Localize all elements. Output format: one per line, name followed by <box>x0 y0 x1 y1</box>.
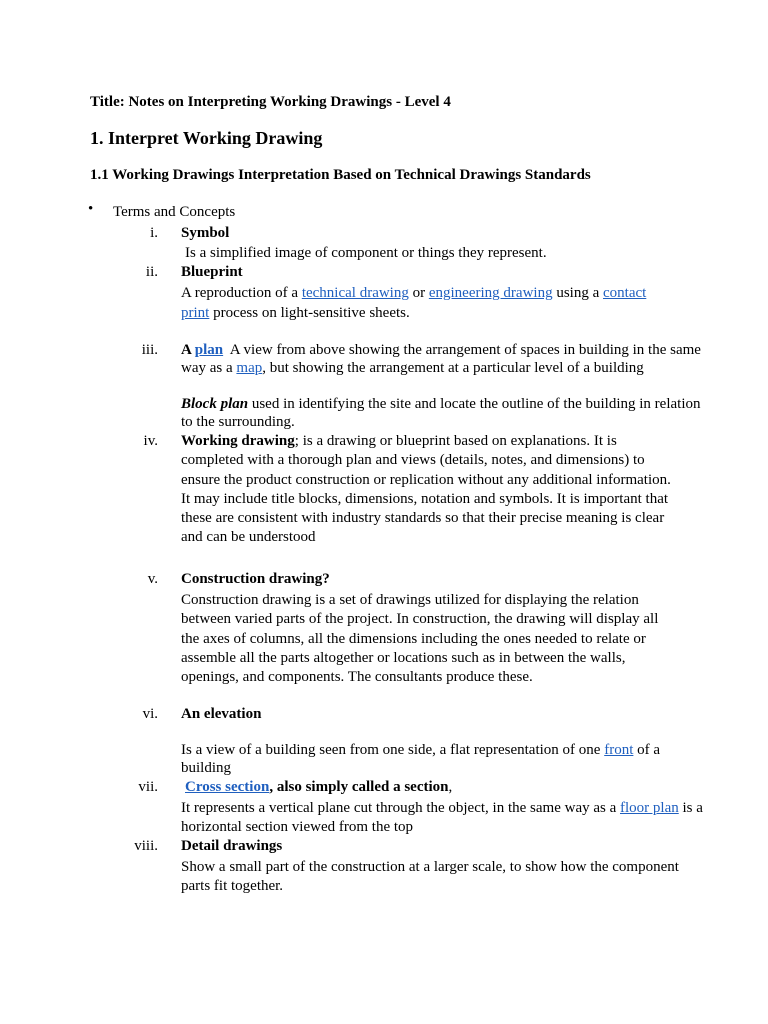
term-body-symbol: Is a simplified image of component or things they represent. <box>185 245 547 261</box>
link-contact-print-cont[interactable]: print <box>181 305 210 321</box>
text-span: ; is a drawing or blueprint based on explanations. It is <box>294 433 617 449</box>
heading-1: 1. Interpret Working Drawing <box>90 128 323 148</box>
text-line: Construction drawing is a set of drawings utilized for displaying the relation <box>181 592 639 608</box>
link-cross-section[interactable]: Cross section <box>185 779 270 795</box>
text-span: process on light-sensitive sheets. <box>209 305 410 321</box>
term-body-elevation-line2: building <box>181 760 232 776</box>
text-span: using a <box>552 285 603 301</box>
text-line: and can be understood <box>181 529 316 546</box>
text-span: or <box>408 285 429 301</box>
term-body-detail-line1: Show a small part of the construction at a larger scale, to show how the component <box>181 859 679 875</box>
text-span: used in identifying the site and locate the outline of the building in relation <box>248 396 701 412</box>
link-technical-drawing[interactable]: technical drawing <box>301 285 409 301</box>
term-heading-plan: A <box>181 342 195 358</box>
term-plan-line1 <box>181 341 701 360</box>
text-span: is a <box>678 800 703 816</box>
list-numeral: vi. <box>142 706 158 722</box>
term-body-detail-line2: parts fit together. <box>181 878 284 894</box>
text-span: A reproduction of a <box>181 285 302 301</box>
text-span: Is a view of a building seen from one side, a flat representation of one <box>181 742 605 758</box>
text-span: It represents a vertical plane cut through the object, in the same way as a <box>181 800 620 816</box>
term-body-construction-drawing <box>181 591 721 687</box>
link-floor-plan[interactable]: floor plan <box>620 800 679 816</box>
text-line: assemble all the parts altogether or locations such as in between the walls, <box>181 649 626 666</box>
term-working-drawing <box>181 432 721 548</box>
text-span: , also simply called a section <box>269 779 449 795</box>
list-numeral: viii. <box>134 838 158 854</box>
heading-2: 1.1 Working Drawings Interpretation Based on Technical Drawings Standards <box>90 167 591 183</box>
list-numeral: vii. <box>138 779 158 795</box>
text-line: these are consistent with industry standards so that their precise meaning is clear <box>181 510 665 527</box>
list-numeral: iii. <box>141 342 158 358</box>
term-body-blueprint-line1 <box>181 284 646 303</box>
list-numeral: v. <box>147 571 158 587</box>
term-plan-line2 <box>181 359 644 378</box>
bullet-text: Terms and Concepts <box>113 204 236 220</box>
term-heading-elevation: An elevation <box>181 706 262 722</box>
term-body-cross-section-line2: horizontal section viewed from the top <box>181 819 414 835</box>
term-body-elevation-line1 <box>181 741 660 760</box>
block-plan-line1 <box>181 395 701 414</box>
list-numeral: i. <box>150 225 158 241</box>
term-heading-symbol: Symbol <box>181 225 230 241</box>
link-contact-print[interactable]: contact <box>603 285 647 301</box>
link-engineering-drawing[interactable]: engineering drawing <box>428 285 553 301</box>
term-body-blueprint-line2 <box>181 304 410 323</box>
text-line: openings, and components. The consultants produce these. <box>181 669 533 686</box>
text-line: between varied parts of the project. In construction, the drawing will display all <box>181 611 659 628</box>
text-span: A view from above showing the arrangement of spaces in building in the same <box>223 342 701 358</box>
text-line <box>181 432 721 451</box>
text-line: It may include title blocks, dimensions, notation and symbols. It is important that <box>181 490 669 507</box>
term-heading-cross-section <box>185 778 452 797</box>
term-heading-construction-drawing: Construction drawing? <box>181 571 330 587</box>
text-span: of a <box>633 742 661 758</box>
list-numeral: ii. <box>145 264 158 280</box>
document-title: Title: Notes on Interpreting Working Drawings - Level 4 <box>90 94 451 110</box>
text-line: ensure the product construction or replication without any additional information. <box>181 471 671 488</box>
text-line: completed with a thorough plan and views (details, notes, and dimensions) to <box>181 452 645 469</box>
text-line: the axes of columns, all the dimensions including the ones needed to relate or <box>181 630 646 647</box>
block-plan-label: Block plan <box>181 396 249 412</box>
block-plan-line2: to the surrounding. <box>181 414 295 430</box>
text-span: way as a <box>181 360 237 376</box>
link-map[interactable]: map <box>236 360 263 376</box>
list-numeral: iv. <box>143 433 158 449</box>
term-heading-detail-drawings: Detail drawings <box>181 838 283 854</box>
term-heading-blueprint: Blueprint <box>181 264 243 280</box>
bullet-icon: • <box>88 201 94 217</box>
text-span: , <box>448 779 453 795</box>
link-plan[interactable]: plan <box>194 342 224 358</box>
text-span: , but showing the arrangement at a particular level of a building <box>262 360 644 376</box>
term-body-cross-section-line1 <box>181 799 703 818</box>
term-heading-working-drawing: Working drawing <box>181 433 295 449</box>
link-front[interactable]: front <box>604 742 634 758</box>
